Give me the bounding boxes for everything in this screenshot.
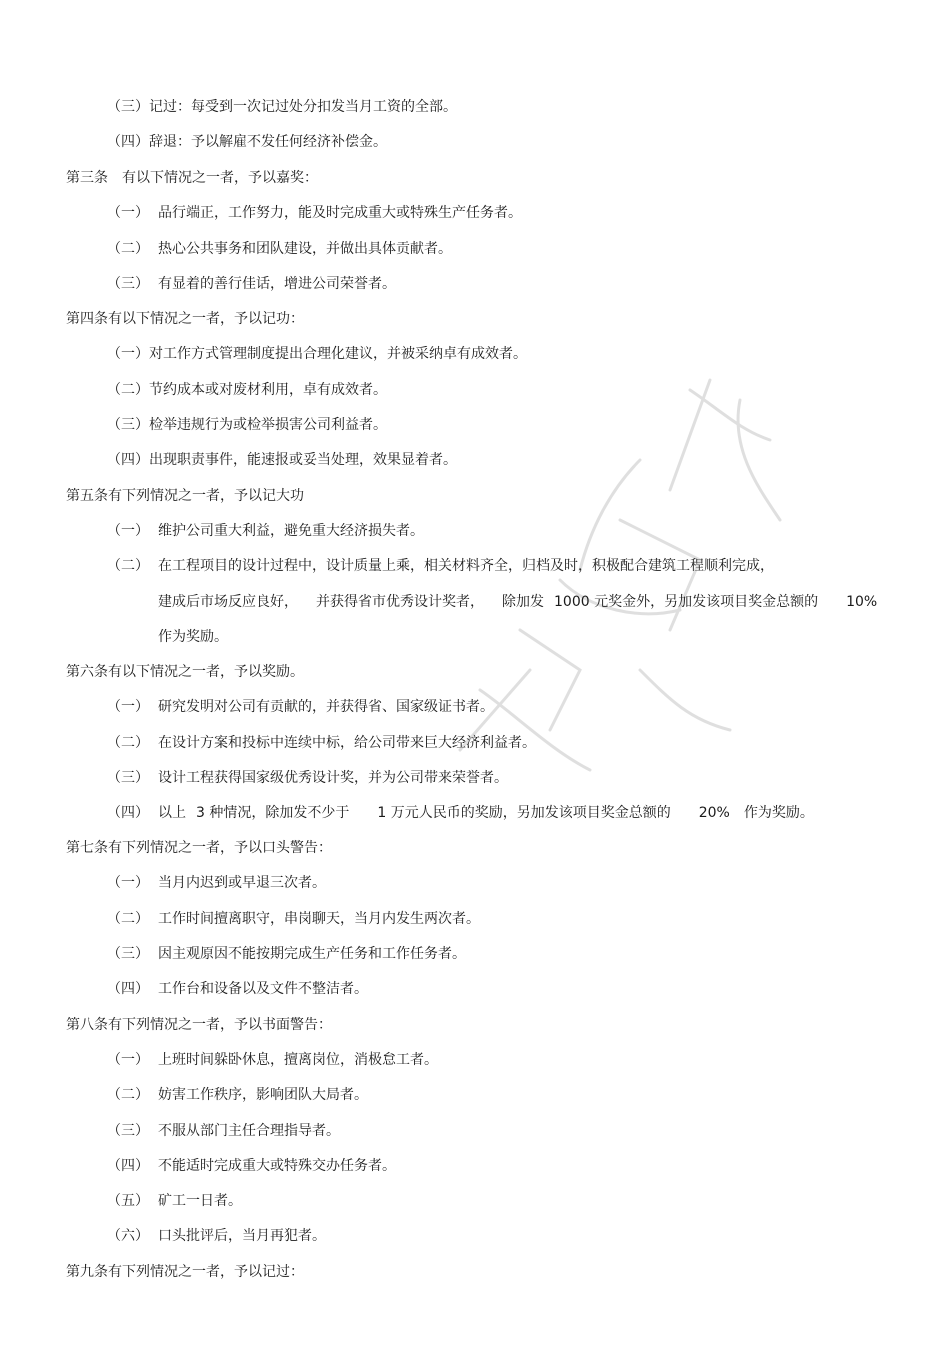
clause-continuation: 作为奖励。 [158,629,228,645]
item-number: （二） [107,558,149,574]
clause-item [107,522,424,540]
item-number: （三） [107,770,149,786]
clause-item [107,910,480,928]
item-number: （二） [107,241,149,257]
item-number: （四） [107,452,149,468]
item-text: 出现职责事件，能速报或妥当处理，效果显着者。 [149,452,457,468]
clause-item [107,133,387,151]
text-run: 1000 元奖金外，另加发该项目奖金总额的 [554,594,819,610]
article-heading: 第八条有下列情况之一者，予以书面警告： [66,1017,332,1033]
item-number: （二） [107,1087,149,1103]
item-text: 对工作方式管理制度提出合理化建议，并被采纳卓有成效者。 [149,346,527,362]
item-text [158,804,814,822]
clause-item [107,381,387,399]
item-number: （一） [107,875,149,891]
clause-item [107,1192,242,1210]
text-run: 并获得省市优秀设计奖者， [316,594,484,610]
clause-item [107,874,326,892]
item-number: （一） [107,523,149,539]
article-heading: 第五条有下列情况之一者，予以记大功 [66,488,304,504]
article-heading: 第四条有以下情况之一者，予以记功： [66,311,304,327]
item-text: 设计工程获得国家级优秀设计奖，并为公司带来荣誉者。 [158,770,508,786]
clause-item [107,1051,438,1069]
item-number: （四） [107,805,149,821]
item-text: 工作台和设备以及文件不整洁者。 [158,981,368,997]
item-text: 在工程项目的设计过程中，设计质量上乘，相关材料齐全，归档及时，积极配合建筑工程顺利完成， [158,558,774,574]
item-text: 热心公共事务和团队建设，并做出具体贡献者。 [158,241,452,257]
text-run: 1 万元人民币的奖励，另加发该项目奖金总额的 [377,805,671,821]
clause-item [107,698,494,716]
item-number: （一） [107,1052,149,1068]
item-text: 记过：每受到一次记过处分扣发当月工资的全部。 [149,99,457,115]
item-text: 因主观原因不能按期完成生产任务和工作任务者。 [158,946,466,962]
clause-item [107,240,452,258]
clause-item [107,769,508,787]
item-text: 品行端正，工作努力，能及时完成重大或特殊生产任务者。 [158,205,522,221]
item-text: 研究发明对公司有贡献的，并获得省、国家级证书者。 [158,699,494,715]
item-number: （二） [107,735,149,751]
text-run: 10% [846,594,878,610]
article-heading: 第七条有下列情况之一者，予以口头警告： [66,840,332,856]
clause-item [107,557,774,575]
item-text: 当月内迟到或早退三次者。 [158,875,326,891]
clause-item [107,804,814,822]
item-text: 矿工一日者。 [158,1193,242,1209]
clause-item [107,734,536,752]
text-run: 以上 [158,805,186,821]
clause-item [107,1227,326,1245]
clause-item [107,1157,396,1175]
clause-item [107,98,457,116]
clause-continuation [158,593,877,611]
clause-item [107,275,396,293]
item-text: 检举违规行为或检举损害公司利益者。 [149,417,387,433]
article-heading: 第九条有下列情况之一者，予以记过： [66,1264,304,1280]
clause-item [107,345,527,363]
item-text: 不能适时完成重大或特殊交办任务者。 [158,1158,396,1174]
clause-item [107,945,466,963]
item-text: 辞退：予以解雇不发任何经济补偿金。 [149,134,387,150]
watermark-graphic [440,370,800,790]
item-number: （二） [107,911,149,927]
item-text: 口头批评后，当月再犯者。 [158,1228,326,1244]
item-number: （五） [107,1193,149,1209]
item-text: 在设计方案和投标中连续中标，给公司带来巨大经济利益者。 [158,735,536,751]
clause-item [107,204,522,222]
item-number: （四） [107,1158,149,1174]
item-text: 不服从部门主任合理指导者。 [158,1123,340,1139]
item-text: 有显着的善行佳话，增进公司荣誉者。 [158,276,396,292]
item-number: （四） [107,981,149,997]
item-number: （三） [107,99,149,115]
item-number: （六） [107,1228,149,1244]
item-text: 妨害工作秩序，影响团队大局者。 [158,1087,368,1103]
clause-item [107,1086,368,1104]
item-number: （三） [107,1123,149,1139]
item-number: （三） [107,276,149,292]
item-number: （四） [107,134,149,150]
clause-item [107,416,387,434]
item-number: （三） [107,417,149,433]
text-run: 建成后市场反应良好， [158,594,298,610]
article-heading: 第三条 有以下情况之一者，予以嘉奖： [66,170,318,186]
clause-item [107,980,368,998]
item-text: 节约成本或对废材利用，卓有成效者。 [149,382,387,398]
item-text: 工作时间擅离职守，串岗聊天，当月内发生两次者。 [158,911,480,927]
text-run: 20% [698,805,730,821]
text-run: 作为奖励。 [743,805,814,821]
clause-item [107,1122,340,1140]
text-run: 3 种情况，除加发不少于 [196,805,350,821]
item-number: （一） [107,699,149,715]
item-number: （二） [107,382,149,398]
item-text: 维护公司重大利益，避免重大经济损失者。 [158,523,424,539]
clause-item [107,451,457,469]
article-heading: 第六条有以下情况之一者，予以奖励。 [66,664,304,680]
item-text: 上班时间躲卧休息，擅离岗位，消极怠工者。 [158,1052,438,1068]
item-number: （三） [107,946,149,962]
text-run: 除加发 [502,594,544,610]
item-number: （一） [107,346,149,362]
item-number: （一） [107,205,149,221]
